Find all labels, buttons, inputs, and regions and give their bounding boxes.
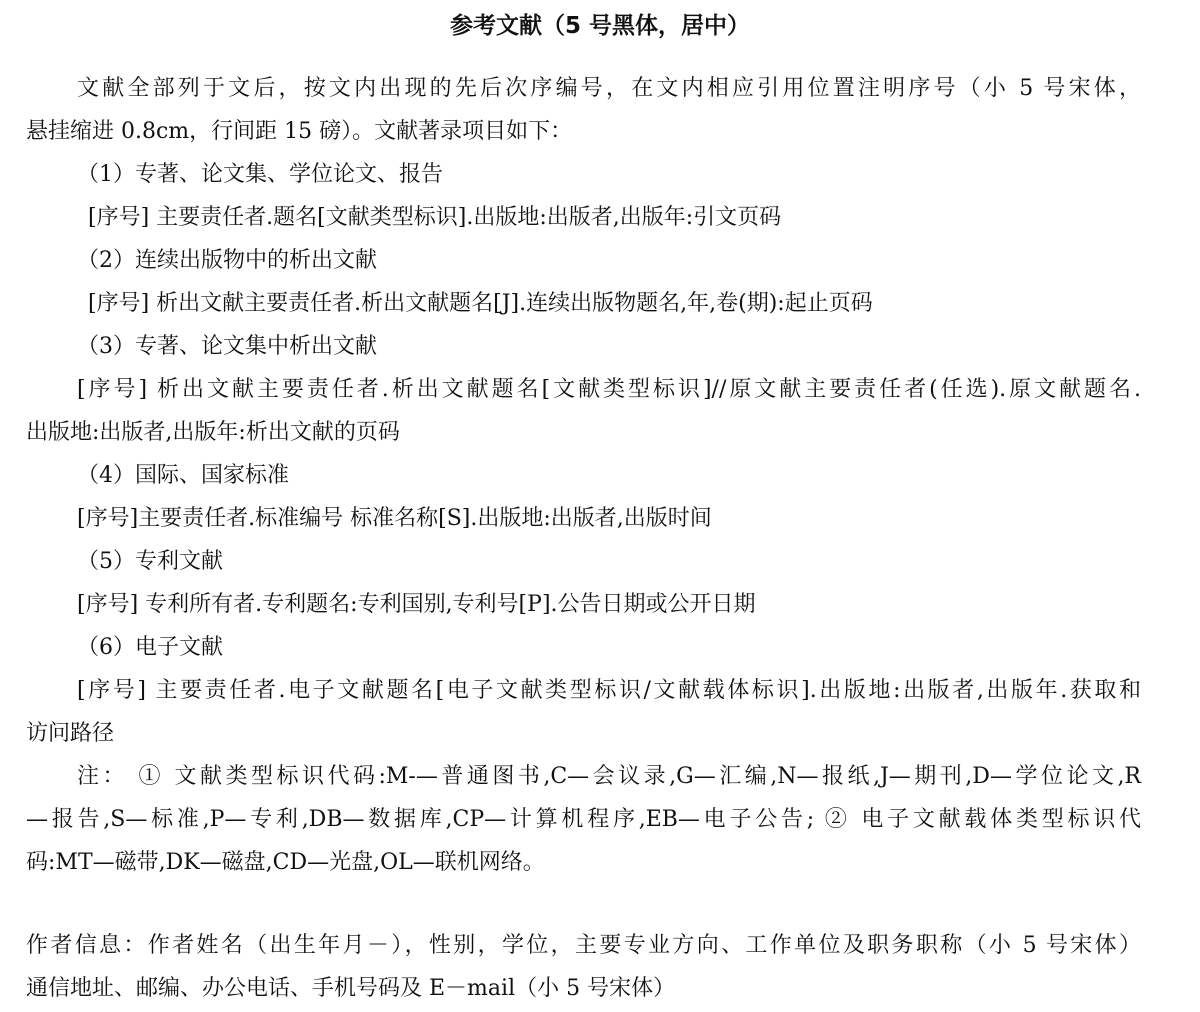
- author-info-line-2: 通信地址、邮编、办公电话、手机号码及 E－mail（小 5 号宋体）: [26, 976, 676, 1001]
- section-4-heading: （4）国际、国家标准: [77, 463, 289, 488]
- section-3-format-line-1: [序号] 析出文献主要责任者.析出文献题名[文献类型标识]//原文献主要责任者(任选).原文献题名.: [77, 377, 1141, 402]
- section-4-format: [序号]主要责任者.标准编号 标准名称[S].出版地:出版者,出版时间: [77, 506, 712, 531]
- author-info-line-1: 作者信息：作者姓名（出生年月－），性别，学位，主要专业方向、工作单位及职务职称（小 5 号宋体）: [26, 933, 1141, 958]
- section-3-format-line-2: 出版地:出版者,出版年:析出文献的页码: [26, 420, 400, 445]
- section-1-format: [序号] 主要责任者.题名[文献类型标识].出版地:出版者,出版年:引文页码: [88, 205, 782, 230]
- section-6-format-line-1: [序号] 主要责任者.电子文献题名[电子文献类型标识/文献载体标识].出版地:出版者,出版年.获取和: [77, 678, 1141, 703]
- section-2-format: [序号] 析出文献主要责任者.析出文献题名[J].连续出版物题名,年,卷(期):起止页码: [88, 291, 873, 316]
- note-line-1: 注： ① 文献类型标识代码:M-—普通图书,C—会议录,G—汇编,N—报纸,J—期刊,D—学位论文,R: [77, 764, 1141, 789]
- page-title: 参考文献（5 号黑体，居中）: [449, 13, 750, 39]
- section-6-heading: （6）电子文献: [77, 635, 223, 660]
- intro-line-1: 文献全部列于文后，按文内出现的先后次序编号，在文内相应引用位置注明序号（小 5 号宋体，: [77, 76, 1141, 101]
- note-line-3: 码:MT—磁带,DK—磁盘,CD—光盘,OL—联机网络。: [26, 850, 545, 875]
- section-3-heading: （3）专著、论文集中析出文献: [77, 334, 377, 359]
- section-2-heading: （2）连续出版物中的析出文献: [77, 248, 377, 273]
- intro-line-2: 悬挂缩进 0.8cm，行间距 15 磅）。文献著录项目如下：: [26, 119, 573, 144]
- section-5-heading: （5）专利文献: [77, 549, 223, 574]
- note-line-2: —报告,S—标准,P—专利,DB—数据库,CP—计算机程序,EB—电子公告; ② 电子文献载体类型标识代: [26, 807, 1141, 832]
- section-1-heading: （1）专著、论文集、学位论文、报告: [77, 162, 443, 187]
- section-6-format-line-2: 访问路径: [26, 721, 115, 746]
- section-5-format: [序号] 专利所有者.专利题名:专利国别,专利号[P].公告日期或公开日期: [77, 592, 756, 617]
